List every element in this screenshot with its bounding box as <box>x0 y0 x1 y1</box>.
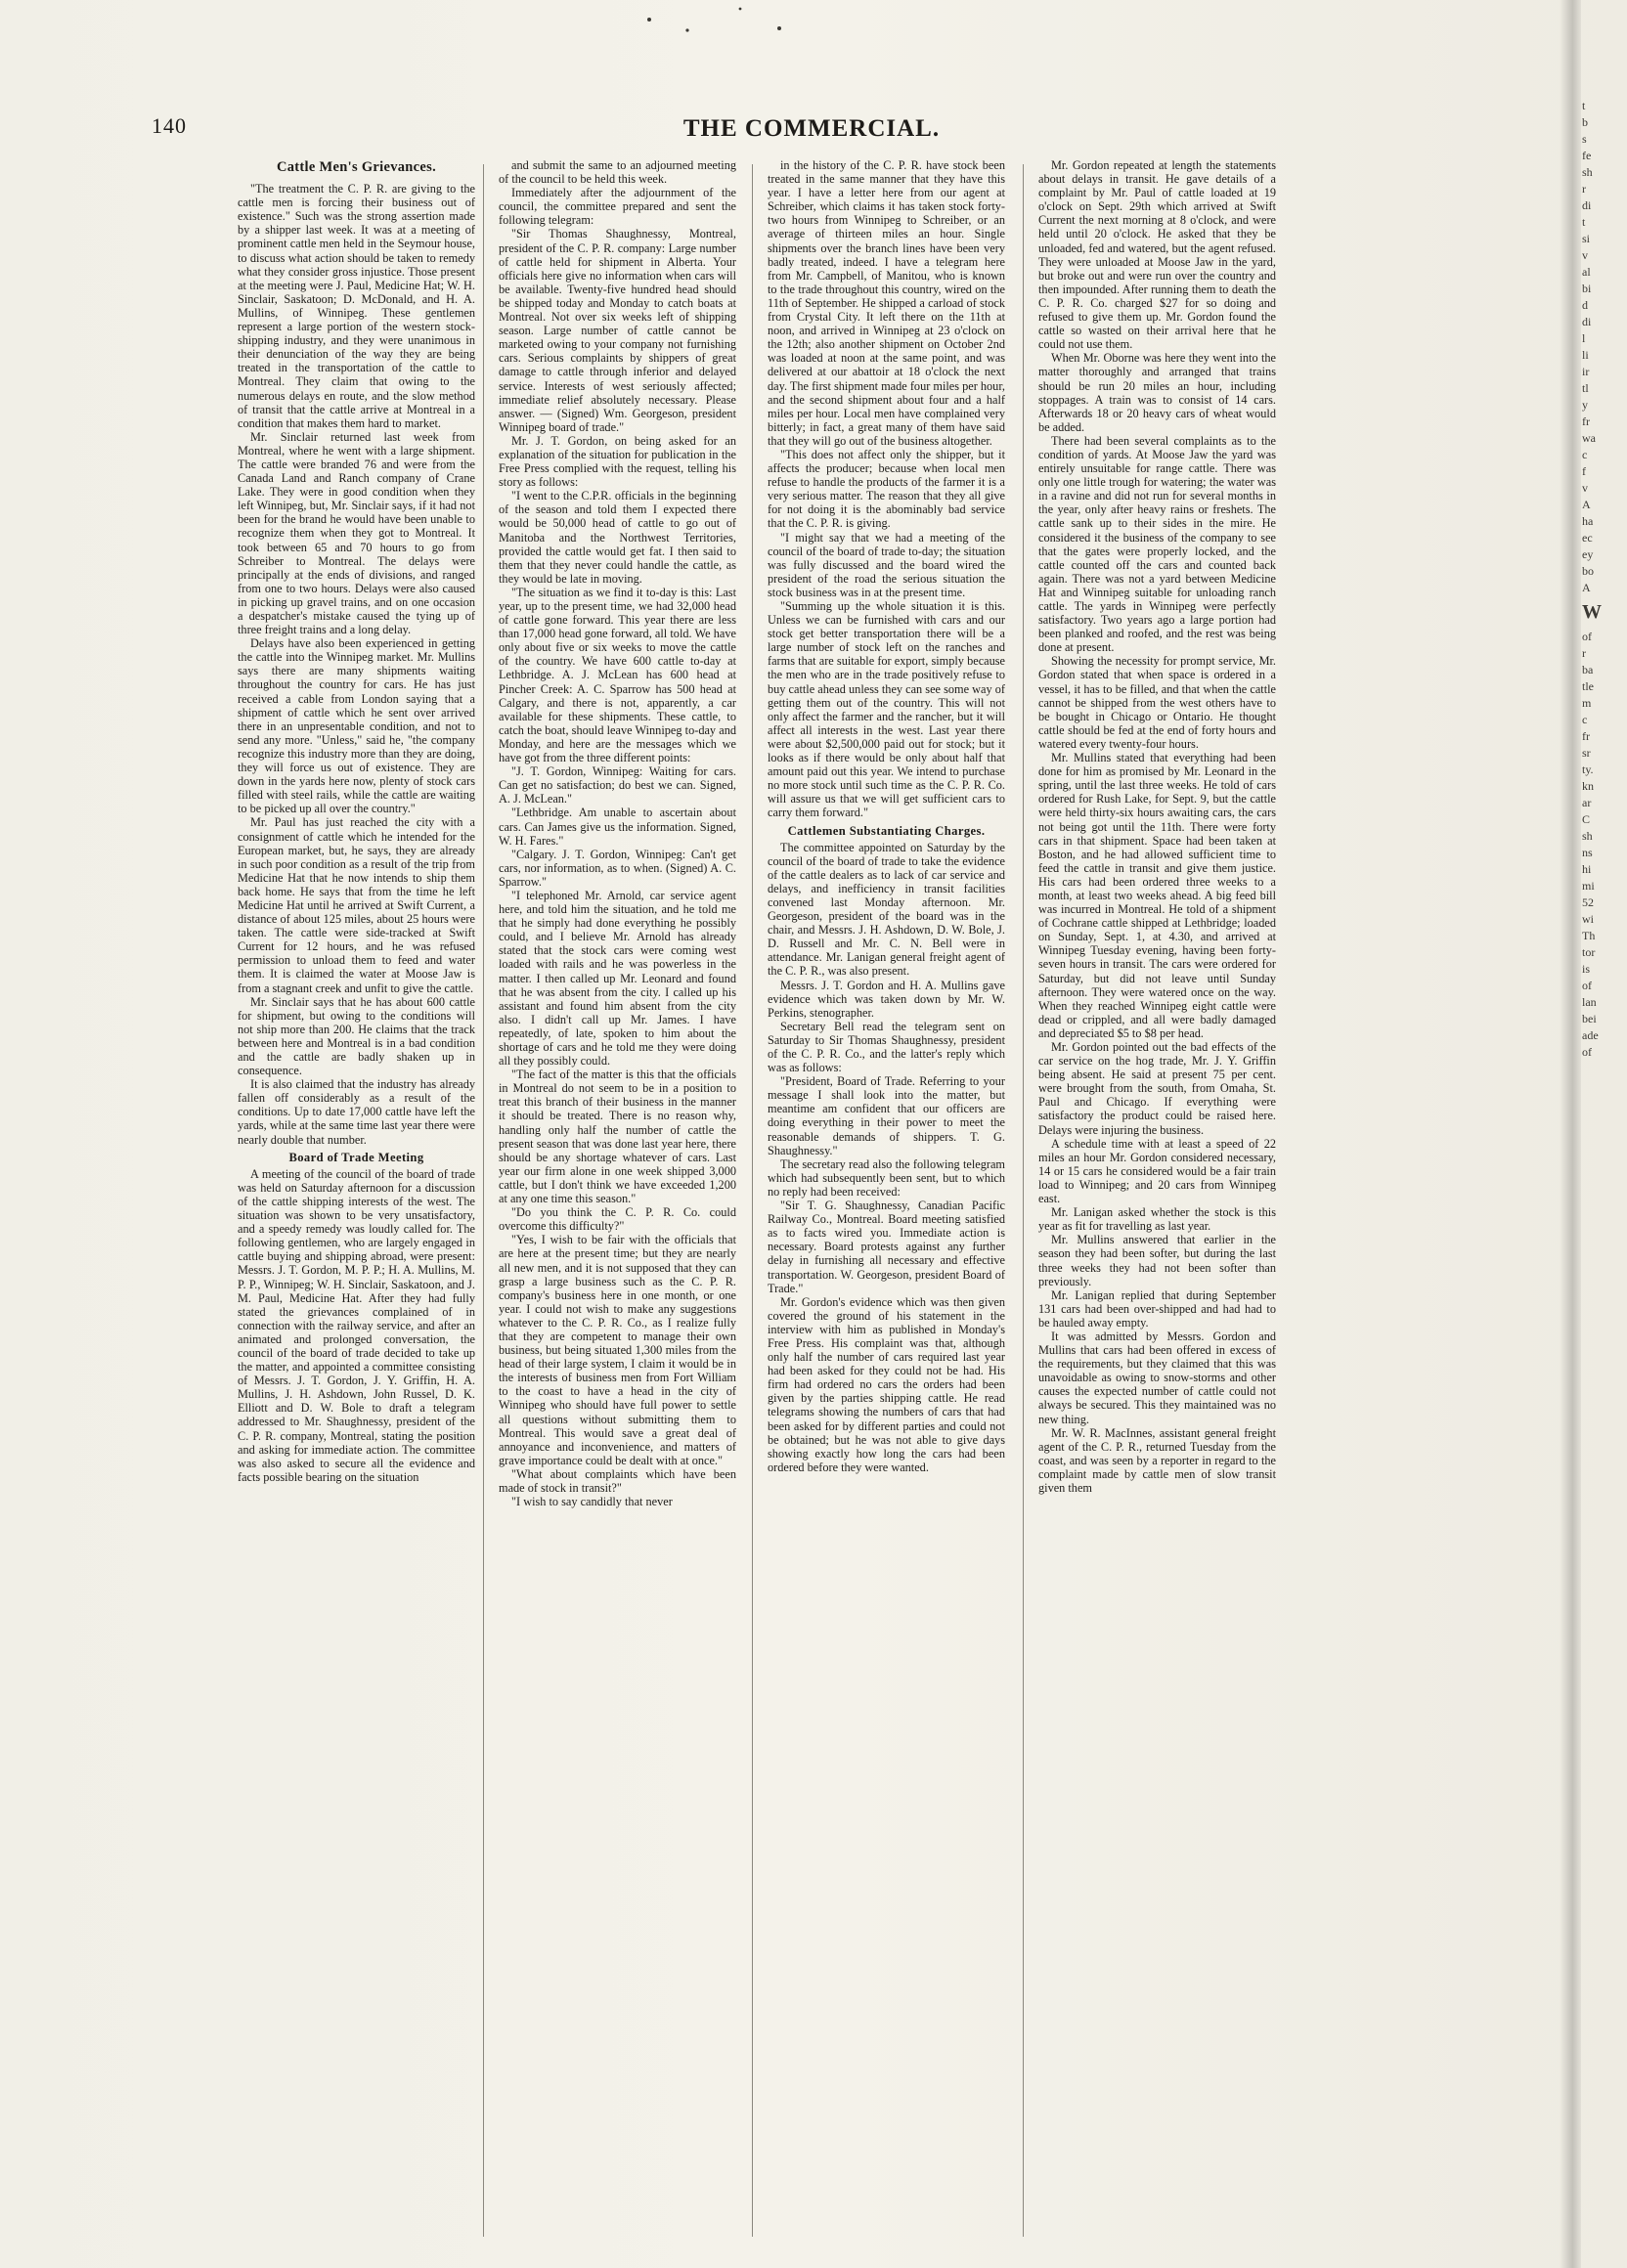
edge-fragment: 52 <box>1582 895 1594 909</box>
edge-fragment: hi <box>1582 862 1592 876</box>
paragraph: "President, Board of Trade. Referring to your message I shall look into the matter, but meantime am confident that our officers are doing everything in their power to meet the reasonable demands of shippers. T. G. Shaughnessy." <box>768 1074 1005 1157</box>
paragraph: It is also claimed that the industry has already fallen off considerably as a result of the conditions. Up to date 17,000 cattle have left the yards, while at the same time last year there were nearly double that number. <box>238 1077 475 1147</box>
paragraph: Mr. Sinclair says that he has about 600 cattle for shipment, but owing to the conditions will not ship more than 200. He claims that the track between here and Montreal is in a bad condition and the cattle are badly shaken up in consequence. <box>238 994 475 1078</box>
paragraph: "I went to the C.P.R. officials in the beginning of the season and told them I expected there would be 50,000 head of cattle to go out of Manitoba and the Northwest Territories, provided the cattle would get fat. I then said to them that they never could handle the cattle, as they would be late in moving. <box>499 489 736 586</box>
edge-fragment: bei <box>1582 1012 1597 1025</box>
edge-fragment: fe <box>1582 149 1592 162</box>
edge-fragment: ec <box>1582 531 1593 545</box>
edge-fragment: r <box>1582 646 1586 660</box>
edge-fragment: ade <box>1582 1028 1599 1042</box>
edge-fragment: f <box>1582 464 1586 478</box>
column-rule <box>752 164 753 2237</box>
edge-fragment: t <box>1582 215 1586 229</box>
edge-fragment: ns <box>1582 846 1593 859</box>
edge-fragment: ty. <box>1582 763 1594 776</box>
edge-fragment: v <box>1582 481 1588 495</box>
edge-fragment: lan <box>1582 995 1597 1009</box>
edge-fragment: r <box>1582 182 1586 196</box>
paragraph: "Sir Thomas Shaughnessy, Montreal, president of the C. P. R. company: Large number of cattle held for shipment in Alberta. Your officials here give no information when cars will be available. Twenty-five hundred head should be shipped today and Monday to catch boats at Montreal. Not over six weeks left of shipping season. Large number of cattle cannot be marketed owing to your company not furnishing cars. Serious complaints by shippers of great damage to cattle through inferior and delayed service. Interests of west seriously affected; immediate relief absolutely necessary. Please answer. — (Signed) Wm. Georgeson, president Winnipeg board of trade." <box>499 227 736 434</box>
paragraph: There had been several complaints as to the condition of yards. At Moose Jaw the yard was entirely unsuitable for range cattle. There was only one little trough for watering; the water was in a ravine and did not run for several months in the year, only after heavy rains or freshets. The cattle sank up to their sides in the mire. He considered it the business of the company to see that the gates were properly locked, and the cattle counted off the cars and counted back again. There was not a yard between Medicine Hat and Winnipeg suitable for unloading ranch cattle. The yards in Winnipeg were perfectly satisfactory. Two years ago a large portion had been planked and roofed, and the rest was being done at present. <box>1038 433 1276 655</box>
edge-fragment: di <box>1582 198 1592 212</box>
edge-fragment: bo <box>1582 564 1594 578</box>
column-rule <box>483 164 484 2237</box>
paragraph: Showing the necessity for prompt service, Mr. Gordon stated that when space is ordered in a vessel, it has to be filled, and that when the cattle cannot be shipped from the west others have to be bought in Chicago or Ontario. He thought cattle should be fed at the end of forty hours and watered every twenty-four hours. <box>1038 654 1276 751</box>
edge-fragment: li <box>1582 348 1589 362</box>
edge-fragment: sh <box>1582 165 1593 179</box>
paragraph: "Yes, I wish to be fair with the officials that are here at the present time; but they are nearly all new men, and it is not supposed that they can grasp a large business such as the C. P. R. company's business here in one month, or one year. I could not wish to make any suggestions whatever to the C. P. R. Co., as I realize fully that they are competent to manage their own business, but being situated 1,300 miles from the head of their large system, I claim it would be in the interests of business men from Fort William to the coast to have a head in the city of Winnipeg who should have full power to settle all questions without submitting them to Montreal. This would save a great deal of annoyance and inconvenience, and matters of grave importance could be dealt with at once." <box>499 1233 736 1467</box>
column-1 <box>238 158 475 2236</box>
edge-fragment: t <box>1582 99 1586 112</box>
facing-page-edge <box>1582 98 1625 2229</box>
edge-letter: W <box>1582 601 1602 623</box>
paragraph: "What about complaints which have been made of stock in transit?" <box>499 1466 736 1495</box>
edge-fragment: wa <box>1582 431 1596 445</box>
page-number: 140 <box>152 113 187 138</box>
paragraph: A meeting of the council of the board of trade was held on Saturday afternoon for a discussion of the cattle shipping interests of the west. The situation was shown to be very unsatisfactory, and a speedy remedy was loudly called for. The following gentlemen, who are largely engaged in cattle buying and shipping abroad, were present: Messrs. J. T. Gordon, M. P. P.; H. A. Mullins, M. P. P., Winnipeg; W. H. Sinclair, Saskatoon, and J. M. Paul, Medicine Hat. After they had fully stated the grievances complained of in connection with the railway service, and after an animated and prolonged conversation, the council of the board of trade decided to take up the matter, and appointed a committee consisting of Messrs. J. T. Gordon, J. Y. Griffin, H. A. Mullins, J. H. Ashdown, John Russel, D. K. Elliott and D. W. Bole to draft a telegram addressed to Mr. Shaughnessy, president of the C. P. R. company, Montreal, stating the position and asking for immediate action. The committee was also asked to secure all the evidence and facts possible bearing on the situation <box>238 1166 475 1484</box>
edge-fragment: si <box>1582 232 1591 245</box>
paragraph: Mr. Lanigan asked whether the stock is this year as fit for travelling as last year. <box>1038 1205 1276 1234</box>
edge-fragment: al <box>1582 265 1591 279</box>
edge-fragment: tle <box>1582 679 1594 693</box>
edge-fragment: of <box>1582 979 1592 992</box>
column-3 <box>768 158 1005 2236</box>
paper-specks <box>0 0 1627 59</box>
section-subheading: Cattlemen Substantiating Charges. <box>787 823 986 838</box>
paragraph: "The situation as we find it to-day is this: Last year, up to the present time, we had 32,000 head of cattle gone forward. This year there are less than 17,000 head gone forward, all told. We have only about five or six weeks to move the cattle of the country. We have 600 cattle to-day at Lethbridge. A. J. McLean has 600 head at Pincher Creek: A. C. Sparrow has 500 head at Calgary, and there is not, apparently, a car available for these shipments. These cattle, to catch the boat, should leave Winnipeg to-day and Monday, and here are the messages which we have got from the three different points: <box>499 585 736 765</box>
edge-fragment: b <box>1582 115 1588 129</box>
edge-fragment: fr <box>1582 729 1590 743</box>
paragraph: Mr. J. T. Gordon, on being asked for an explanation of the situation for publication in the Free Press complied with the request, telling his story as follows: <box>499 433 736 490</box>
edge-fragment: y <box>1582 398 1588 412</box>
paragraph: "I might say that we had a meeting of the council of the board of trade to-day; the situation was fully discussed and the board wired the president of the road the serious situation the stock business was in at the present time. <box>768 530 1005 599</box>
column-rule <box>1023 164 1024 2237</box>
edge-fragment: d <box>1582 298 1588 312</box>
paragraph: Mr. Gordon repeated at length the statements about delays in transit. He gave details of a complaint by Mr. Paul of cattle loaded at 19 o'clock on Sept. 29th which arrived at Swift Current the next morning at 8 o'clock, and were held until 20 o'clock. He asked that they be unloaded, fed and watered, but the agent refused. They were unloaded at Moose Jaw in the yard, but broke out and were run over the country and then impounded. After running them to death the C. P. R. Co. charged $27 for so doing and refused to give them up. Mr. Gordon found the cattle so wasted on their arrival here that he could not use them. <box>1038 158 1276 352</box>
paragraph: "Lethbridge. Am unable to ascertain about cars. Can James give us the information. Signed, W. H. Fares." <box>499 806 736 848</box>
edge-fragment: sr <box>1582 746 1591 760</box>
paragraph: "I telephoned Mr. Arnold, car service agent here, and told him the situation, and he told me that he simply had done everything he possibly could, and I believe Mr. Arnold has already stated that the stock cars were coming west loaded with rails and he was powerless in the matter. I then called up Mr. Leonard and found that he was absent from the city. I called up his assistant and found him absent from the city also. I didn't call up Mr. James. I have repeatedly, of late, spoken to him about the shortage of cars and he told me they were doing all they possibly could. <box>499 888 736 1069</box>
paragraph: The secretary read also the following telegram which had subsequently been sent, but to which no reply had been received: <box>768 1156 1005 1199</box>
section-subheading: Board of Trade Meeting <box>288 1150 424 1164</box>
paragraph: in the history of the C. P. R. have stock been treated in the same manner that they have this year. I have a letter here from our agent at Schreiber, which claims it has taken stock forty-two hours from Winnipeg to Schreiber, or an average of thirteen miles an hour. Single shipments over the branch lines have been very badly treated, indeed. I have a telegram here from Mr. Campbell, of Manitou, who is known to the trade throughout this country, wired on the 11th of September. He shipped a carload of stock from Crystal City. It left there on the 11th at noon, and arrived in Winnipeg at 23 o'clock on the 12th; also another shipment on October 2nd was loaded at noon at the same point, and was delivered at our abattoir at 18 o'clock the next day. The first shipment made four miles per hour, and the second shipment about four and a half miles per hour. Local men have complained very bitterly; in fact, a great many of them have said that they will go out of the business altogether. <box>768 158 1005 448</box>
paragraph: Mr. Sinclair returned last week from Montreal, where he went with a large shipment. The cattle were branded 76 and were from the Canada Land and Ranch company of Crane Lake. They were in good condition when they left Winnipeg, but, Mr. Sinclair says, if it had not been for the brand he would have been unable to recognize them when they got to Montreal. It took between 65 and 70 hours to go from Schreiber to Montreal. The delays were principally at the ends of divisions, and ranged from one to two hours. Delays were also caused in picking up gravel trains, and on one occasion a despatcher's mistake caused the tying up of three freight trains and a long delay. <box>238 429 475 637</box>
paragraph: "J. T. Gordon, Winnipeg: Waiting for cars. Can get no satisfaction; do best we can. Signed, A. J. McLean." <box>499 764 736 807</box>
edge-fragment: ba <box>1582 663 1594 676</box>
edge-fragment: ir <box>1582 365 1590 378</box>
edge-fragment: c <box>1582 448 1588 461</box>
edge-fragment: of <box>1582 630 1592 643</box>
paragraph: "The fact of the matter is this that the officials in Montreal do not seem to be in a position to treat this branch of their business in the manner it should be treated. There is no reason why, handling only half the number of cattle the present season that was done last year here, there should be any shortage whatever of cars. Last year our firm alone in one week shipped 3,000 cattle, but I don't think we have exceeded 1,200 at any one time this season." <box>499 1068 736 1206</box>
paragraph: When Mr. Oborne was here they went into the matter thoroughly and arranged that trains should be run 20 miles an hour, including stoppages. A train was to consist of 14 cars. Afterwards 18 or 20 heavy cars of wheat would be added. <box>1038 351 1276 434</box>
edge-fragment: l <box>1582 331 1586 345</box>
paragraph: "The treatment the C. P. R. are giving to the cattle men is forcing their business out of existence." Such was the strong assertion made by a shipper last week. It was at a meeting of prominent cattle men held in the Seymour house, to discuss what action should be taken to remedy what they consider gross injustice. Those present at the meeting were J. Paul, Medicine Hat; W. H. Sinclair, Saskatoon; D. McDonald, and H. A. Mullins, of Winnipeg. These gentlemen represent a large portion of the western stock-shipping industry, and they were unanimous in their denunciation of the way they are being treated in the transportation of the cattle to Montreal. They claim that owing to the numerous delays en route, and the slow method of transit that the cattle arrive at Montreal in a condition that makes them hard to market. <box>238 182 475 430</box>
paragraph: and submit the same to an adjourned meeting of the council to be held this week. <box>499 158 736 187</box>
edge-fragment: bi <box>1582 282 1592 295</box>
edge-fragment: ar <box>1582 796 1592 809</box>
edge-fragment: C <box>1582 812 1591 826</box>
paragraph: Mr. Gordon's evidence which was then given covered the ground of his statement in the interview with him as published in Monday's Free Press. His complaint was that, although only half the number of cars required last year had been asked for they could not be had. His firm had ordered no cars the orders had been given by the parties shipping cattle. He read telegrams showing the numbers of cars that had been asked for by different parties and could not be obtained; but he was not able to give days showing exactly how long the cars had been ordered before they were wanted. <box>768 1294 1005 1474</box>
paragraph: Delays have also been experienced in getting the cattle into the Winnipeg market. Mr. Mullins says there are many shipments waiting throughout the country for cars. He has just received a cable from London saying that a shipment of cattle which he sent over arrived there in an unpresentable condition, and not to send any more. "Unless," said he, "the company recognize this industry more than they are doing, they will force us out of existence. They are down in the yards here now, plenty of stock cars filled with steel rails, while the cattle are waiting to be picked up all over the country." <box>238 636 475 816</box>
edge-fragment: Th <box>1582 929 1596 942</box>
edge-fragment: ha <box>1582 514 1594 528</box>
edge-fragment: A <box>1582 498 1591 511</box>
article-headline: Cattle Men's Grievances. <box>276 159 437 175</box>
edge-fragment: di <box>1582 315 1592 328</box>
paragraph: "This does not affect only the shipper, but it affects the producer; because when local men refuse to handle the products of the farmer it is a very serious matter. The reason that they all give for not doing it is the abominably bad service that the C. P. R. is giving. <box>768 447 1005 531</box>
paragraph: It was admitted by Messrs. Gordon and Mullins that cars had been offered in excess of the requirements, but they claimed that this was unavoidable as owing to snow-storms and other causes the expected number of cattle could not always be secured. This they maintained was no new thing. <box>1038 1329 1276 1426</box>
edge-fragment: wi <box>1582 912 1594 926</box>
paragraph: "Do you think the C. P. R. Co. could overcome this difficulty?" <box>499 1205 736 1234</box>
edge-fragment: m <box>1582 696 1592 710</box>
binding-gutter-shadow <box>1560 0 1581 2268</box>
paragraph: Mr. Gordon pointed out the bad effects of the car service on the hog trade, Mr. J. Y. Griffin being absent. He said at present 75 per cent. were brought from the south, from Omaha, St. Paul and Chicago. If everything were satisfactory the product could be raised here. Delays were injuring the business. <box>1038 1040 1276 1137</box>
paragraph: Secretary Bell read the telegram sent on Saturday to Sir Thomas Shaughnessy, president of the C. P. R. Co., and the latter's reply which was as follows: <box>768 1019 1005 1075</box>
edge-fragment: mi <box>1582 879 1595 893</box>
running-head: THE COMMERCIAL. <box>682 115 941 142</box>
edge-fragment: tor <box>1582 945 1596 959</box>
paragraph: Mr. Lanigan replied that during September 131 cars had been over-shipped and had had to be hauled away empty. <box>1038 1287 1276 1330</box>
edge-fragment: s <box>1582 132 1587 146</box>
paragraph: The committee appointed on Saturday by the council of the board of trade to take the evidence of the cattle dealers as to lack of car service and delays, and inefficiency in transit facilities convened last Monday afternoon. Mr. Georgeson, president of the board was in the chair, and Messrs. J. H. Ashdown, D. W. Bole, J. D. Russell and Mr. C. N. Bell were in attendance. Mr. Lanigan general freight agent of the C. P. R., was also present. <box>768 840 1005 979</box>
edge-fragment: tl <box>1582 381 1589 395</box>
paragraph: Immediately after the adjournment of the council, the committee prepared and sent the following telegram: <box>499 186 736 228</box>
paragraph: Mr. Mullins stated that everything had been done for him as promised by Mr. Leonard in the spring, until the last three weeks. He told of cars ordered for Rush Lake, for Sept. 9, but the cattle were held thirty-six hours awaiting cars, the cars not being got until the 11th. There were forty cars in that shipment. Space had been taken at Boston, and he had allowed sufficient time to feed the cattle in transit and give them justice. His cars had been ordered three weeks to a month, at least two weeks ahead. A big feed bill was incurred in Montreal. He told of a shipment of Cochrane cattle shipped at Lethbridge; loaded on Sunday, Sept. 1, at 4.30, and arrived at Winnipeg Tuesday evening, having been forty-seven hours in transit. The cars were ordered for Saturday, but did not leave until Sunday afternoon. They were watered once on the way. When they reached Winnipeg eight cattle were dead or crippled, and all were badly damaged and depreciated $5 to $8 per head. <box>1038 751 1276 1040</box>
paragraph: Mr. Paul has just reached the city with a consignment of cattle which he intended for the European market, but, he says, they are already in such poor condition as a result of the trip from Medicine Hat that he now intends to ship them back home. He says that from the time he left Medicine Hat until he arrived at Swift Current, a distance of about 125 miles, about 25 hours were taken. The cattle were side-tracked at Swift Current for 12 hours, and he was refused permission to unload them to feed and water them. It is claimed the water at Moose Jaw is from a stagnant creek and unfit to give the cattle. <box>238 815 475 995</box>
edge-fragment: of <box>1582 1045 1592 1059</box>
edge-fragment: fr <box>1582 414 1590 428</box>
column-4 <box>1038 158 1276 2236</box>
edge-fragment: v <box>1582 248 1588 262</box>
edge-fragment: c <box>1582 713 1588 726</box>
edge-fragment: A <box>1582 581 1591 594</box>
column-2 <box>499 158 736 2236</box>
paragraph: Mr. W. R. MacInnes, assistant general freight agent of the C. P. R., returned Tuesday from the coast, and was seen by a reporter in regard to the complaint made by cattle men of slow transit given them <box>1038 1425 1276 1495</box>
paragraph: "Summing up the whole situation it is this. Unless we can be furnished with cars and our stock get better transportation there will be a large number of stock left on the ranches and farms that are suitable for export, simply because the men who are in the trade positively refuse to buy cattle ahead unless they can see some way of getting them out of the country. This will not only affect the farmer and the rancher, but it will affect all interests in the west. Last year there were about $2,500,000 paid out for stock; but it looks as if there would be only about half that amount paid out this year. We intend to purchase no more stock until such time as the C. P. R. Co. will assure us that we will get sufficient cars to carry them forward." <box>768 599 1005 820</box>
edge-fragment: kn <box>1582 779 1594 793</box>
edge-fragment: sh <box>1582 829 1593 843</box>
paragraph: "I wish to say candidly that never <box>511 1495 673 1509</box>
paragraph: Mr. Mullins answered that earlier in the season they had been softer, but during the last three weeks they had not been softer than previously. <box>1038 1233 1276 1288</box>
paragraph: "Sir T. G. Shaughnessy, Canadian Pacific Railway Co., Montreal. Board meeting satisfied as to facts wired you. Immediate action is necessary. Board protests against any further delay in furnishing all necessary and effective transportation. W. Georgeson, president Board of Trade." <box>768 1199 1005 1295</box>
paragraph: A schedule time with at least a speed of 22 miles an hour Mr. Gordon considered necessary, 14 or 15 cars he considered would be a fair train load to Winnipeg; and 20 cars from Winnipeg east. <box>1038 1136 1276 1206</box>
paragraph: Messrs. J. T. Gordon and H. A. Mullins gave evidence which was taken down by Mr. W. Perkins, stenographer. <box>768 978 1005 1020</box>
edge-fragment: ey <box>1582 547 1594 561</box>
paragraph: "Calgary. J. T. Gordon, Winnipeg: Can't get cars, nor information, as to when. (Signed) A. C. Sparrow." <box>499 847 736 889</box>
edge-fragment: is <box>1582 962 1591 976</box>
